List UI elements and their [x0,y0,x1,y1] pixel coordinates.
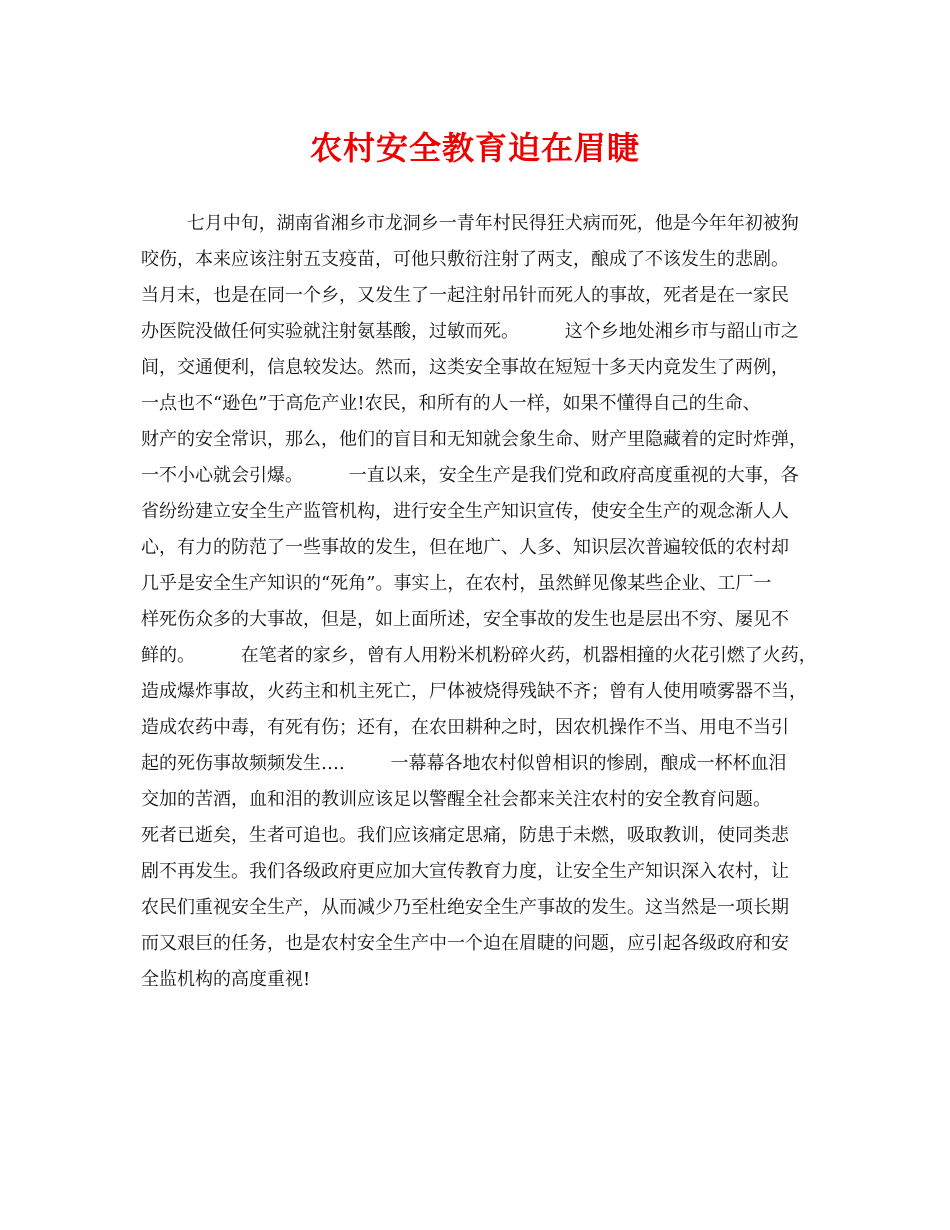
body-line: 鲜的。 在笔者的家乡，曾有人用粉米机粉碎火药，机器相撞的火花引燃了火药， [141,645,817,666]
body-line: 而又艰巨的任务，也是农村安全生产中一个迫在眉睫的问题，应引起各级政府和安 [141,933,789,954]
body-line: 死者已逝矣，生者可追也。我们应该痛定思痛，防患于未燃，吸取教训，使同类悲 [141,825,789,846]
body-line: 一点也不“逊色”于高危产业!农民，和所有的人一样，如果不懂得自己的生命、 [141,393,761,414]
body-line: 交加的苦酒，血和泪的教训应该足以警醒全社会都来关注农村的安全教育问题。 [141,789,771,810]
body-line: 间，交通便利，信息较发达。然而，这类安全事故在短短十多天内竟发生了两例， [141,357,789,378]
body-line: 样死伤众多的大事故，但是，如上面所述，安全事故的发生也是层出不穷、屡见不 [141,609,789,630]
body-line: 心，有力的防范了一些事故的发生，但在地广、人多、知识层次普遍较低的农村却 [141,537,789,558]
body-line: 几乎是安全生产知识的“死角”。事实上，在农村，虽然鲜见像某些企业、工厂一 [141,573,772,594]
body-line: 造成爆炸事故，火药主和机主死亡，尸体被烧得残缺不齐；曾有人使用喷雾器不当， [141,681,807,702]
body-line: 财产的安全常识，那么，他们的盲目和无知就会象生命、财产里隐藏着的定时炸弹， [141,429,807,450]
body-line: 一不小心就会引爆。 一直以来，安全生产是我们党和政府高度重视的大事，各 [141,465,799,486]
body-line: 办医院没做任何实验就注射氨基酸，过敏而死。 这个乡地处湘乡市与韶山市之 [141,321,799,342]
body-line: 全监机构的高度重视! [141,969,311,990]
body-line: 造成农药中毒，有死有伤；还有，在农田耕种之时，因农机操作不当、用电不当引 [141,717,789,738]
body-line: 当月末，也是在同一个乡，又发生了一起注射吊针而死人的事故，死者是在一家民 [141,285,789,306]
body-line: 七月中旬，湖南省湘乡市龙洞乡一青年村民得狂犬病而死，他是今年年初被狗 [141,213,799,234]
body-line: 农民们重视安全生产，从而减少乃至杜绝安全生产事故的发生。这当然是一项长期 [141,897,789,918]
document-title: 农村安全教育迫在眉睫 [309,129,640,167]
document-body [141,206,821,998]
body-line: 咬伤，本来应该注射五支疫苗，可他只敷衍注射了两支，酿成了不该发生的悲剧。 [141,249,789,270]
body-line: 剧不再发生。我们各级政府更应加大宣传教育力度，让安全生产知识深入农村，让 [141,861,789,882]
body-line: 起的死伤事故频频发生…. 一幕幕各地农村似曾相识的惨剧，酿成一杯杯血泪 [141,753,787,774]
body-line: 省纷纷建立安全生产监管机构，进行安全生产知识宣传，使安全生产的观念渐人人 [141,501,789,522]
